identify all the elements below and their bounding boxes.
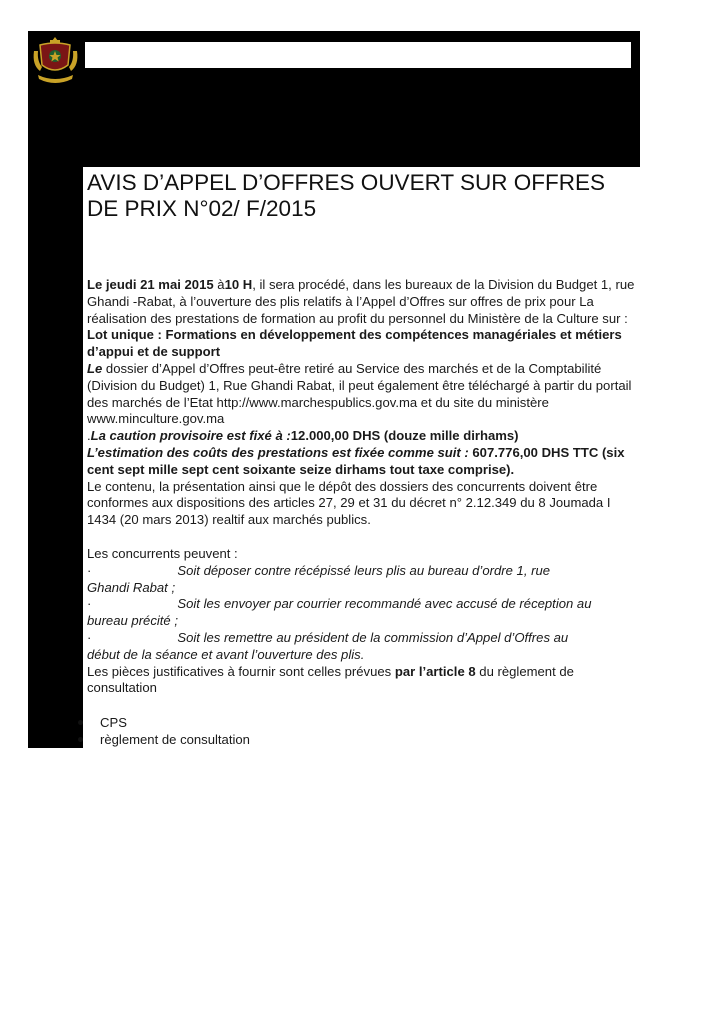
header-white-strip: [85, 42, 631, 68]
notice-body: Le jeudi 21 mai 2015 à10 H, il sera procédé, dans les bureaux de la Division du Budget 1, rue Ghandi -Rabat, à l’ouverture des plis relatifs à l’Appel d’Offres sur offres de prix pour La réalisation des prestations de formation au profit du personnel du Ministère de la Culture sur : Lot unique : Formations en développement des compétences managériales et métiers d’appui et de support Le dossier d’Appel d’Offres peut-être retiré au Service des marchés et de la Comptabilité (Division du Budget) 1, Rue Ghandi Rabat, il peut également être téléchargé à partir du portail des marchés de l’Etat http://www.marchespublics.gov.ma et du site du ministère www.minculture.gov.ma .La caution provisoire est fixé à :12.000,00 DHS (douze mille dirhams) L’estimation des coûts des prestations est fixée comme suit : 607.776,00 DHS TTC (six cent sept mille sept cent soixante seize dirhams tout taxe comprise). Le contenu, la présentation ainsi que le dépôt des dossiers des concurrents doivent être conformes aux dispositions des articles 27, 29 et 31 du décret n° 2.12.349 du 8 Joumada I 1434 (20 mars 2013) realtif aux marchés publics. Les concurrents peuvent : · Soit déposer contre récépissé leurs plis au bureau d’ordre 1, rue Ghandi Rabat ; · Soit les envoyer par courrier recommandé avec accusé de réception au bureau précité ; · Soit les remettre au président de la commission d’Appel d’Offres au début de la séance et avant l’ouverture des plis. Les pièces justificatives à fournir sont celles prévues par l’article 8 du règlement de consultation: [87, 277, 642, 697]
pieces-paragraph: Les pièces justificatives à fournir sont celles prévues par l’article 8 du règlement de consultation: [87, 663, 574, 696]
contenu-paragraph: Le contenu, la présentation ainsi que le dépôt des dossiers des concurrents doivent être conformes aux dispositions des articles 27, 29 et 31 du décret n° 2.12.349 du 8 Joumada I 1434 (20 mars 2013) realtif aux marchés publics.: [87, 478, 611, 528]
title-line-2: DE PRIX N°02/ F/2015: [87, 196, 317, 221]
opening-time: 10 H: [224, 277, 253, 292]
left-black-band: [28, 31, 83, 748]
page-title: [87, 170, 647, 222]
moroccan-coat-of-arms-icon: [28, 31, 83, 89]
estimation-line: L’estimation des coûts des prestations est fixée comme suit : 607.776,00 DHS TTC (six cent sept mille sept cent soixante seize dirhams tout taxe comprise).: [87, 444, 625, 477]
lot-description: Lot unique : Formations en développement des compétences managériales et métiers d’appui et de support: [87, 327, 622, 360]
option-3: · Soit les remettre au président de la commission d’Appel d’Offres au: [87, 629, 569, 645]
option-2: · Soit les envoyer par courrier recommandé avec accusé de réception au: [87, 596, 592, 612]
caution-line: .La caution provisoire est fixé à :12.000,00 DHS (douze mille dirhams): [87, 428, 519, 444]
list-item: CPS: [78, 714, 250, 731]
title-line-1: AVIS D’APPEL D’OFFRES OUVERT SUR OFFRES: [87, 170, 606, 195]
dossier-paragraph: Le dossier d’Appel d’Offres peut-être retiré au Service des marchés et de la Comptabilité (Division du Budget) 1, Rue Ghandi Rabat, il peut également être téléchargé à partir du portail des marchés de l’Etat http://www.marchespublics.gov.ma et du site du ministère www.minculture.gov.ma: [87, 360, 632, 427]
list-item: règlement de consultation: [78, 731, 250, 748]
bullet-icon: [78, 737, 83, 742]
concurrents-intro: Les concurrents peuvent :: [87, 545, 238, 561]
opening-date: Le jeudi 21 mai 2015: [87, 277, 214, 292]
documents-list: [78, 714, 250, 748]
bullet-icon: [78, 720, 83, 725]
opening-paragraph: Le jeudi 21 mai 2015 à10 H, il sera procédé, dans les bureaux de la Division du Budget 1, rue Ghandi -Rabat, à l’ouverture des plis relatifs à l’Appel d’Offres sur offres de prix pour La réalisation des prestations de formation au profit du personnel du Ministère de la Culture sur :: [87, 277, 635, 326]
option-1: · Soit déposer contre récépissé leurs plis au bureau d’ordre 1, rue: [87, 562, 551, 578]
